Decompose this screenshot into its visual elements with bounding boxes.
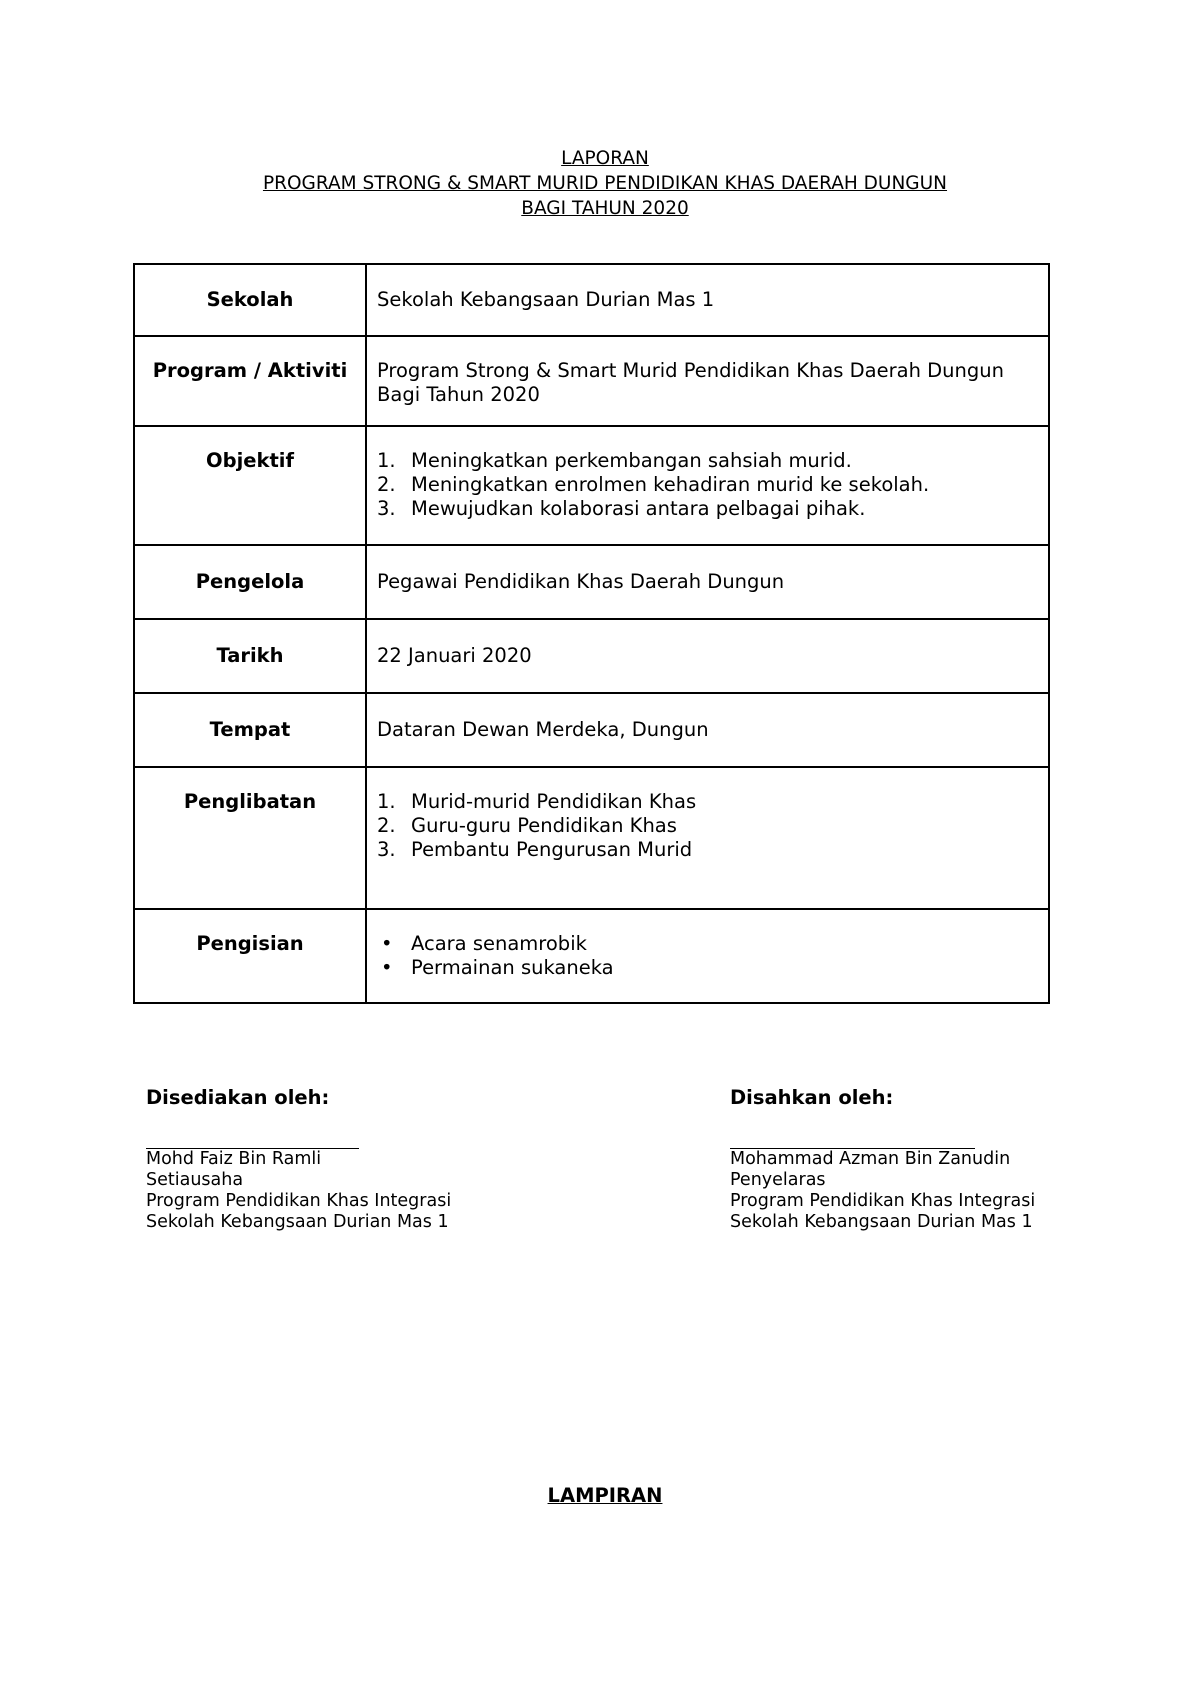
list-text: Meningkatkan perkembangan sahsiah murid. <box>411 449 852 472</box>
value-penglibatan <box>366 767 1049 909</box>
signatory-program: Program Pendidikan Khas Integrasi <box>146 1191 452 1211</box>
list-item <box>377 449 1040 473</box>
label-tarikh: Tarikh <box>134 619 366 693</box>
signature-heading: Disediakan oleh: <box>146 1086 330 1109</box>
row-sekolah <box>134 264 1049 336</box>
list-number: 3. <box>377 838 396 861</box>
bullet-icon: • <box>381 932 393 955</box>
label-program: Program / Aktiviti <box>134 336 366 426</box>
report-table <box>133 263 1050 1004</box>
signature-heading: Disahkan oleh: <box>730 1086 894 1109</box>
value-sekolah: Sekolah Kebangsaan Durian Mas 1 <box>366 264 1049 336</box>
list-text: Mewujudkan kolaborasi antara pelbagai pihak. <box>411 497 866 520</box>
signatory-program: Program Pendidikan Khas Integrasi <box>730 1191 1036 1211</box>
appendix-heading: LAMPIRAN <box>547 1484 663 1507</box>
list-item <box>377 790 1040 814</box>
row-tarikh <box>134 619 1049 693</box>
row-objektif <box>134 426 1049 545</box>
bullet-icon: • <box>381 956 393 979</box>
label-pengisian: Pengisian <box>134 909 366 1003</box>
list-number: 2. <box>377 473 396 496</box>
signatory-position: Penyelaras <box>730 1170 826 1190</box>
label-objektif: Objektif <box>134 426 366 545</box>
value-pengelola: Pegawai Pendidikan Khas Daerah Dungun <box>366 545 1049 619</box>
list-item <box>377 497 1040 521</box>
list-text: Murid-murid Pendidikan Khas <box>411 790 697 813</box>
list-item <box>377 473 1040 497</box>
value-tempat: Dataran Dewan Merdeka, Dungun <box>366 693 1049 767</box>
signatory-name: Mohammad Azman Bin Zanudin <box>730 1149 1011 1169</box>
list-number: 2. <box>377 814 396 837</box>
row-pengisian <box>134 909 1049 1003</box>
value-tarikh: 22 Januari 2020 <box>366 619 1049 693</box>
list-item <box>377 932 1040 956</box>
list-item <box>377 814 1040 838</box>
row-program <box>134 336 1049 426</box>
list-text: Guru-guru Pendidikan Khas <box>411 814 677 837</box>
list-item <box>377 838 1040 862</box>
row-pengelola <box>134 545 1049 619</box>
title-line-year: BAGI TAHUN 2020 <box>521 198 689 219</box>
label-sekolah: Sekolah <box>134 264 366 336</box>
signatory-school: Sekolah Kebangsaan Durian Mas 1 <box>730 1212 1033 1232</box>
row-penglibatan <box>134 767 1049 909</box>
title-line-laporan: LAPORAN <box>561 148 649 169</box>
list-text: Pembantu Pengurusan Murid <box>411 838 693 861</box>
list-item <box>377 956 1040 980</box>
label-tempat: Tempat <box>134 693 366 767</box>
signatory-position: Setiausaha <box>146 1170 244 1190</box>
list-number: 1. <box>377 790 396 813</box>
value-objektif <box>366 426 1049 545</box>
row-tempat <box>134 693 1049 767</box>
list-number: 1. <box>377 449 396 472</box>
signature-prepared <box>146 1087 451 1233</box>
list-text: Acara senamrobik <box>411 932 587 955</box>
label-penglibatan: Penglibatan <box>134 767 366 909</box>
value-pengisian <box>366 909 1049 1003</box>
list-number: 3. <box>377 497 396 520</box>
list-text: Permainan sukaneka <box>411 956 614 979</box>
report-title <box>0 146 1200 221</box>
label-pengelola: Pengelola <box>134 545 366 619</box>
value-program: Program Strong & Smart Murid Pendidikan Khas Daerah Dungun Bagi Tahun 2020 <box>366 336 1049 426</box>
signature-approved <box>730 1087 1035 1233</box>
signatory-name: Mohd Faiz Bin Ramli <box>146 1149 322 1169</box>
title-line-program: PROGRAM STRONG & SMART MURID PENDIDIKAN KHAS DAERAH DUNGUN <box>262 173 948 194</box>
signatory-school: Sekolah Kebangsaan Durian Mas 1 <box>146 1212 449 1232</box>
list-text: Meningkatkan enrolmen kehadiran murid ke sekolah. <box>411 473 930 496</box>
